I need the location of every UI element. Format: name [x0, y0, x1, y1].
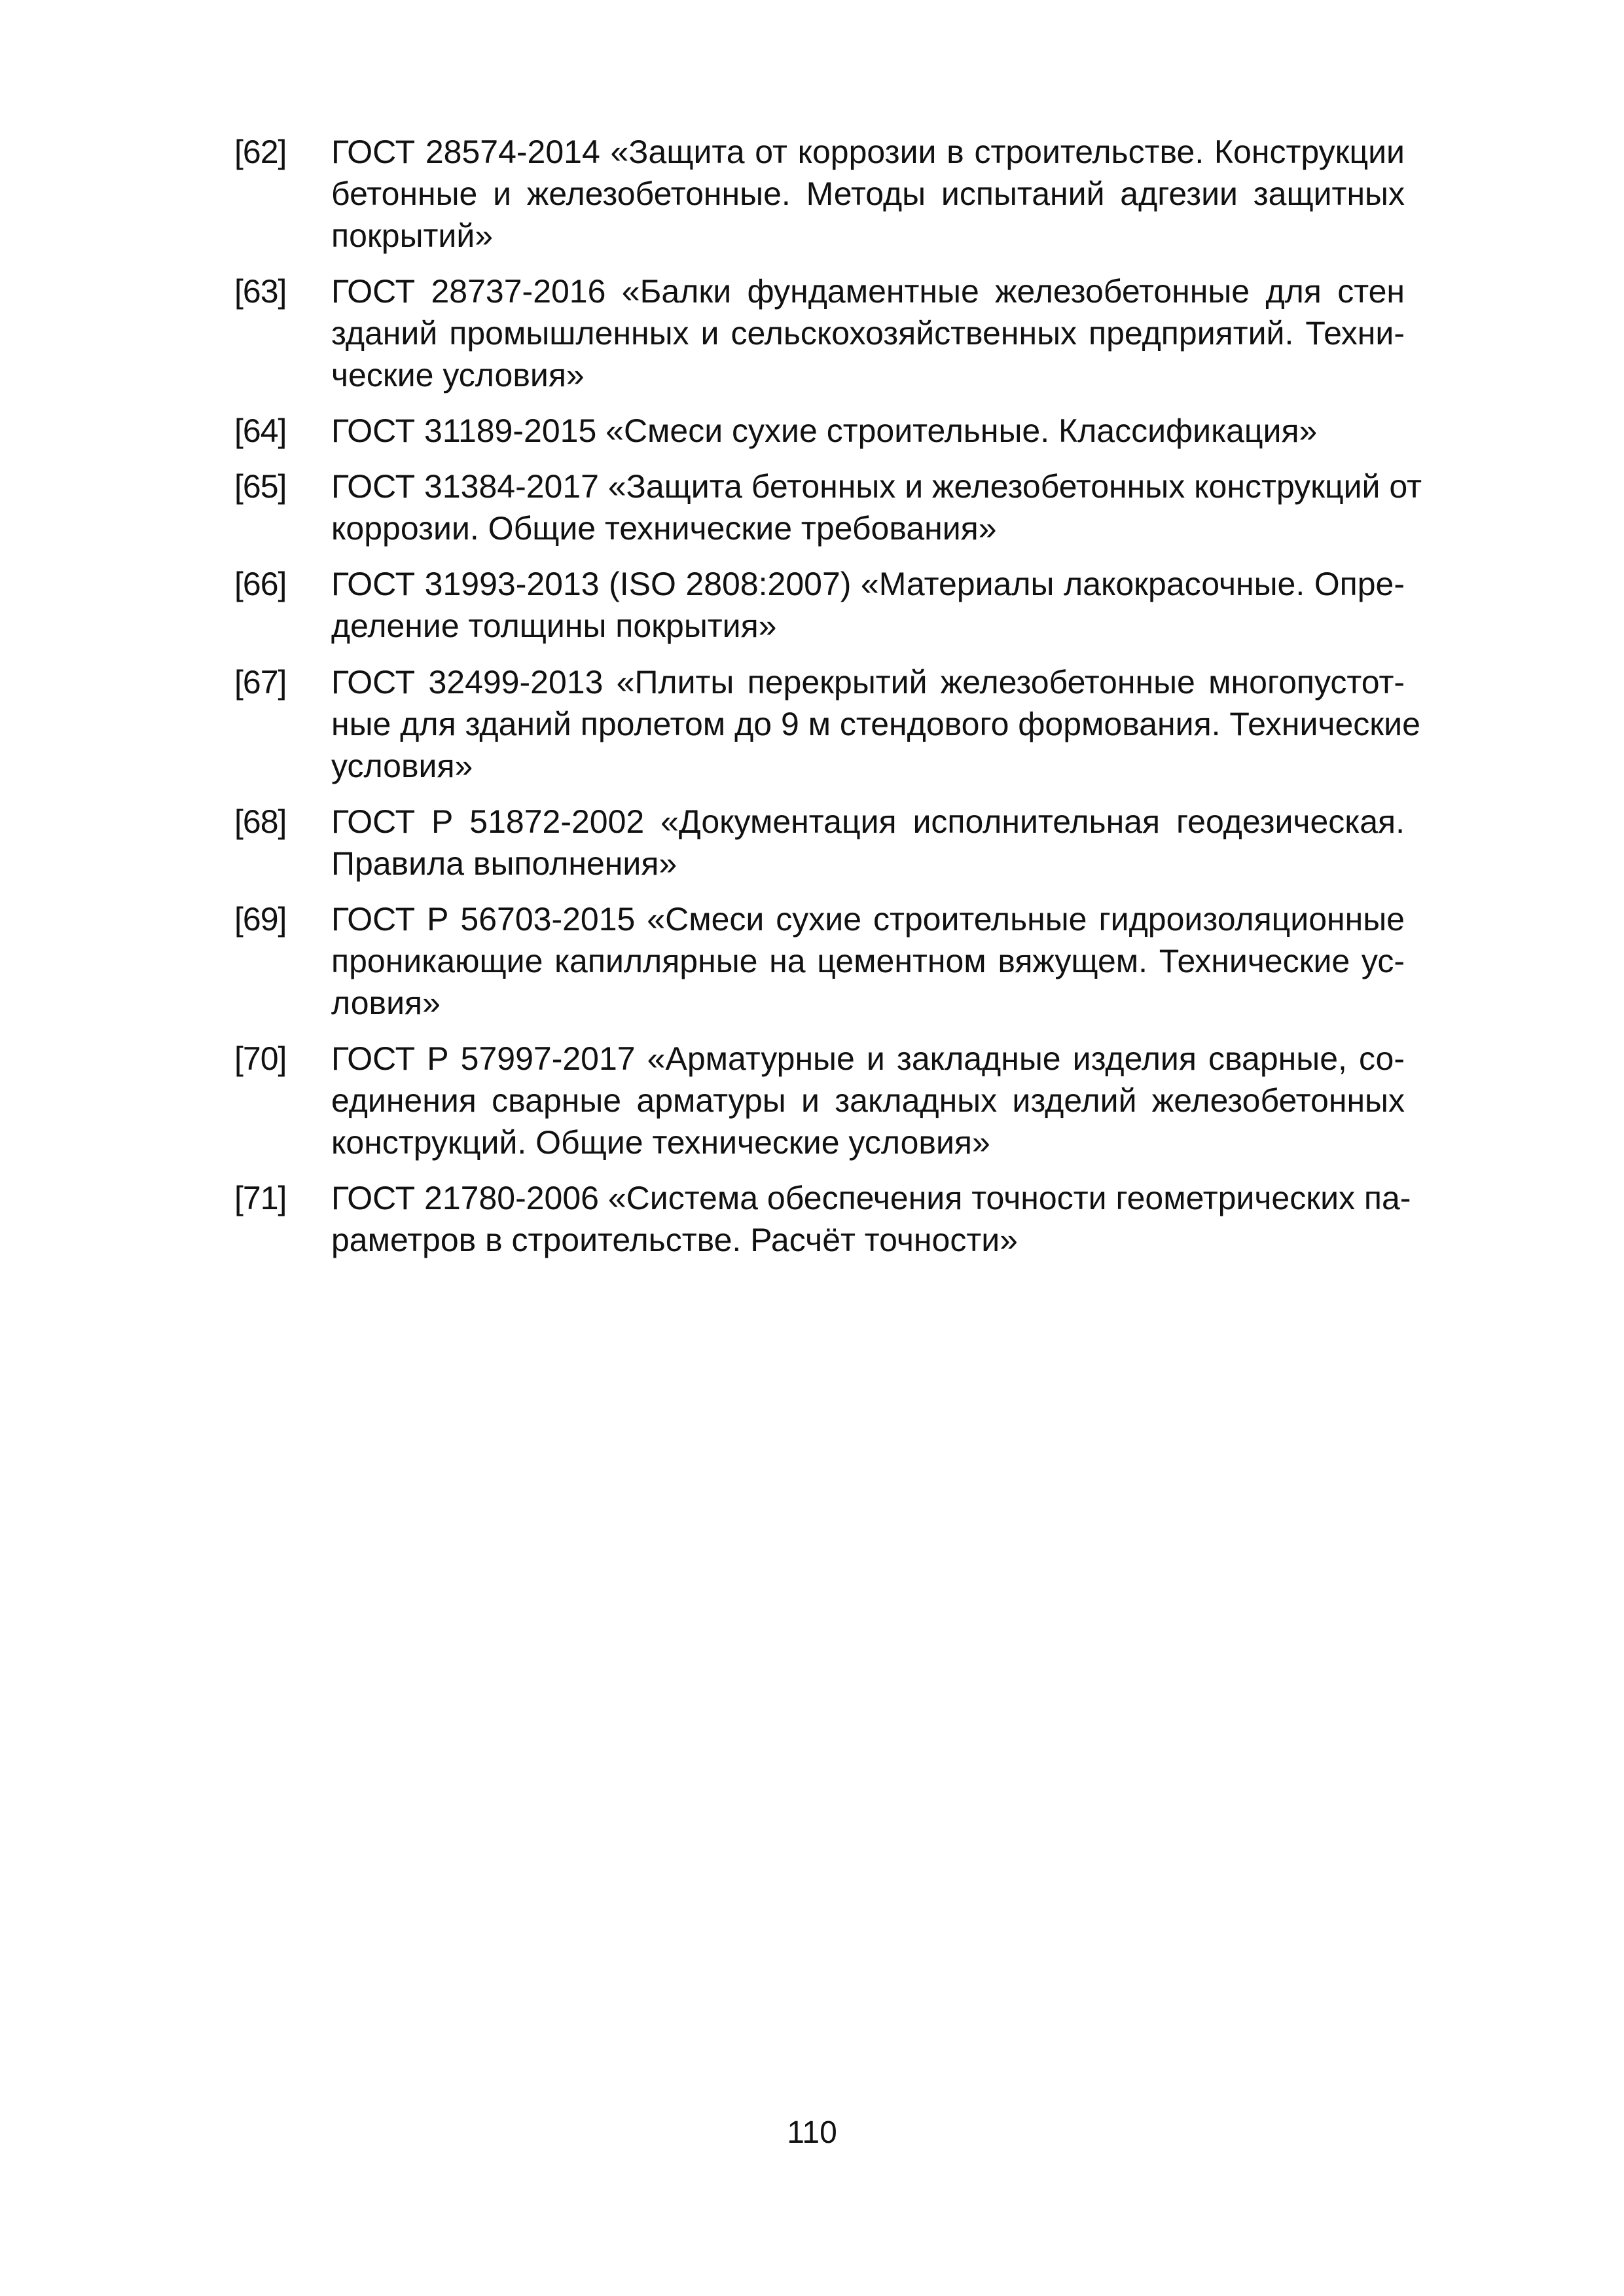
reference-line: раметров в строительстве. Расчёт точности» [331, 1222, 1018, 1258]
reference-text [331, 563, 1405, 647]
reference-text [331, 1177, 1411, 1261]
reference-number: [67] [234, 664, 287, 701]
reference-line: ГОСТ 31384-2017 «Защита бетонных и железобетонных конструкций от [331, 468, 1422, 505]
reference-line: коррозии. Общие технические требования» [331, 510, 997, 547]
reference-text [331, 801, 1405, 884]
reference-number: [69] [234, 901, 287, 938]
reference-line: ГОСТ 21780-2006 «Система обеспечения точности геометрических па- [331, 1180, 1411, 1216]
reference-text [331, 465, 1422, 549]
reference-text [331, 898, 1405, 1024]
reference-line: ГОСТ Р 51872-2002 «Документация исполнительная геодезическая. [331, 803, 1405, 840]
reference-line: ГОСТ 31189-2015 «Смеси сухие строительные. Классификация» [331, 412, 1318, 449]
reference-line: условия» [331, 748, 473, 784]
reference-line: покрытий» [331, 217, 494, 254]
reference-line: деление толщины покрытия» [331, 608, 777, 644]
reference-line: конструкций. Общие технические условия» [331, 1124, 990, 1161]
reference-number: [63] [234, 273, 287, 310]
reference-number: [65] [234, 468, 287, 505]
reference-text [331, 270, 1405, 396]
reference-line: ГОСТ Р 56703-2015 «Смеси сухие строительные гидроизоляционные [331, 901, 1405, 938]
reference-text [331, 410, 1405, 452]
reference-line: зданий промышленных и сельскохозяйственных предприятий. Техни- [331, 315, 1405, 352]
reference-number: [62] [234, 134, 287, 170]
reference-line: Правила выполнения» [331, 845, 677, 882]
reference-number: [66] [234, 566, 287, 602]
reference-line: единения сварные арматуры и закладных изделий железобетонных [331, 1082, 1405, 1119]
reference-text [331, 131, 1405, 257]
reference-text [331, 1038, 1405, 1163]
reference-number: [64] [234, 412, 287, 449]
reference-line: ловия» [331, 985, 441, 1021]
reference-line: ГОСТ 28574-2014 «Защита от коррозии в строительстве. Конструкции [331, 134, 1405, 170]
reference-line: ГОСТ Р 57997-2017 «Арматурные и закладные изделия сварные, со- [331, 1040, 1405, 1077]
reference-line: ные для зданий пролетом до 9 м стендового формования. Технические [331, 706, 1420, 742]
reference-line: проникающие капиллярные на цементном вяжущем. Технические ус- [331, 943, 1405, 979]
reference-line: ГОСТ 32499-2013 «Плиты перекрытий железобетонные многопустот- [331, 664, 1405, 701]
reference-number: [71] [234, 1180, 287, 1216]
reference-line: ГОСТ 31993-2013 (ISO 2808:2007) «Материалы лакокрасочные. Опре- [331, 566, 1405, 602]
page-number: 110 [787, 2115, 837, 2150]
reference-line: ческие условия» [331, 357, 585, 393]
reference-line: ГОСТ 28737-2016 «Балки фундаментные железобетонные для стен [331, 273, 1405, 310]
reference-text [331, 661, 1420, 787]
reference-number: [70] [234, 1040, 287, 1077]
reference-number: [68] [234, 803, 287, 840]
reference-line: бетонные и железобетонные. Методы испытаний адгезии защитных [331, 175, 1405, 212]
